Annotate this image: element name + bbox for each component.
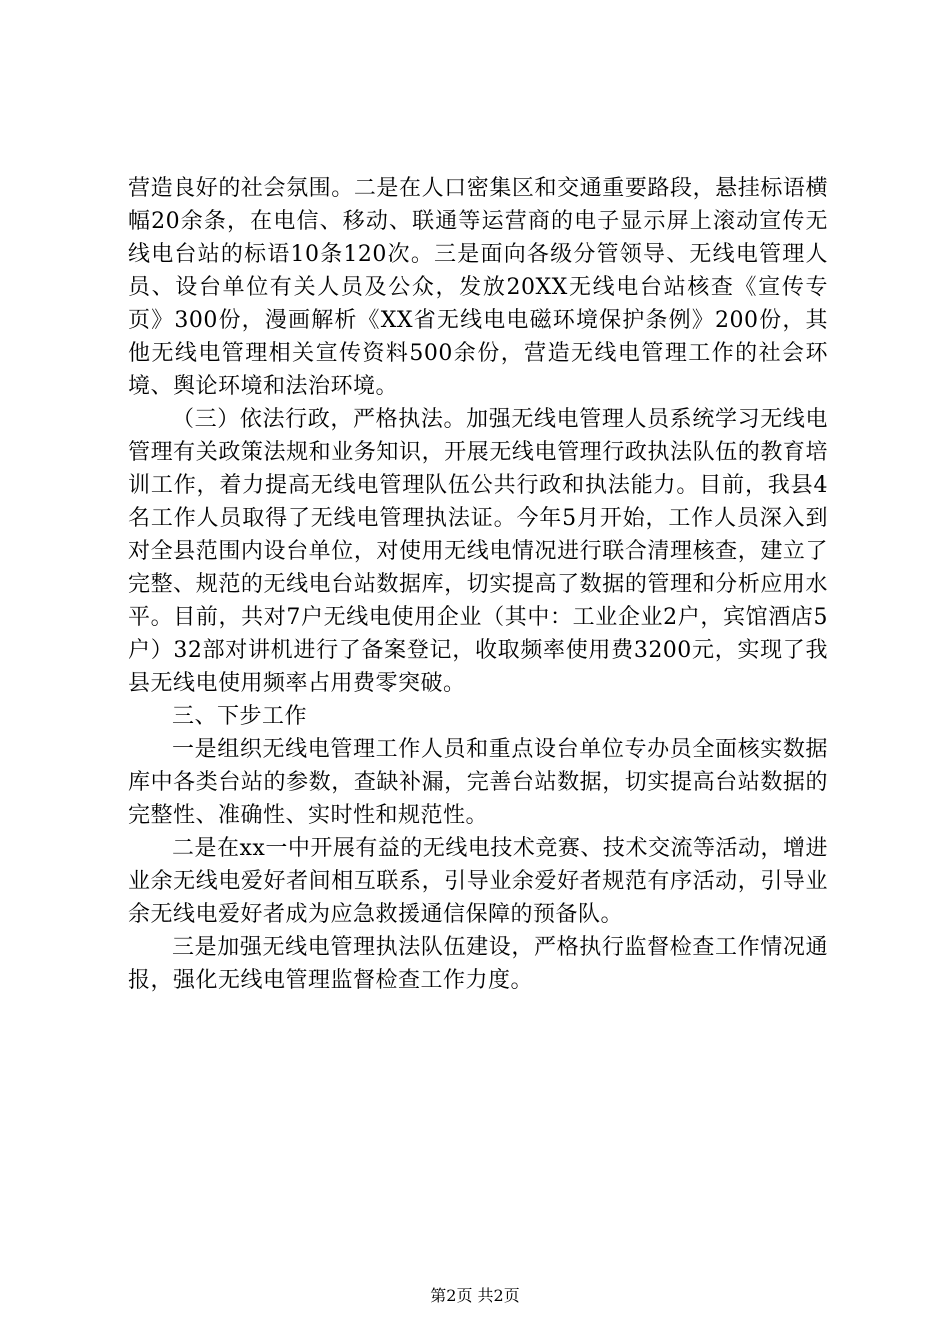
paragraph-step-three: 三是加强无线电管理执法队伍建设，严格执行监督检查工作情况通报，强化无线电管理监督检查工作力度。 xyxy=(128,935,828,993)
page-number-footer: 第2页 共2页 xyxy=(430,1286,520,1305)
section-heading-next-steps: 三、下步工作 xyxy=(172,704,308,729)
paragraph-step-one: 一是组织无线电管理工作人员和重点设台单位专办员全面核实数据库中各类台站的参数，查缺补漏，完善台站数据，切实提高台站数据的完整性、准确性、实时性和规范性。 xyxy=(128,737,828,828)
paragraph-step-two: 二是在xx一中开展有益的无线电技术竞赛、技术交流等活动，增进业余无线电爱好者间相互联系，引导业余爱好者规范有序活动，引导业余无线电爱好者成为应急救援通信保障的预备队。 xyxy=(128,836,828,927)
paragraph-law-enforcement: （三）依法行政，严格执法。加强无线电管理人员系统学习无线电管理有关政策法规和业务知识，开展无线电管理行政执法队伍的教育培训工作，着力提高无线电管理队伍公共行政和执法能力。目前，我县4名工作人员取得了无线电管理执法证。今年5月开始，工作人员深入到对全县范围内设台单位，对使用无线电情况进行联合清理核查，建立了完整、规范的无线电台站数据库，切实提高了数据的管理和分析应用水平。目前，共对7户无线电使用企业（其中：工业企业2户，宾馆酒店5户）32部对讲机进行了备案登记，收取频率使用费3200元，实现了我县无线电使用频率占用费零突破。 xyxy=(128,407,828,696)
document-body xyxy=(128,172,828,997)
paragraph-publicity: 营造良好的社会氛围。二是在人口密集区和交通重要路段，悬挂标语横幅20余条，在电信、移动、联通等运营商的电子显示屏上滚动宣传无线电台站的标语10条120次。三是面向各级分管领导、无线电管理人员、设台单位有关人员及公众，发放20XX无线电台站核查《宣传专页》300份，漫画解析《XX省无线电电磁环境保护条例》200份，其他无线电管理相关宣传资料500余份，营造无线电管理工作的社会环境、舆论环境和法治环境。 xyxy=(128,176,828,399)
